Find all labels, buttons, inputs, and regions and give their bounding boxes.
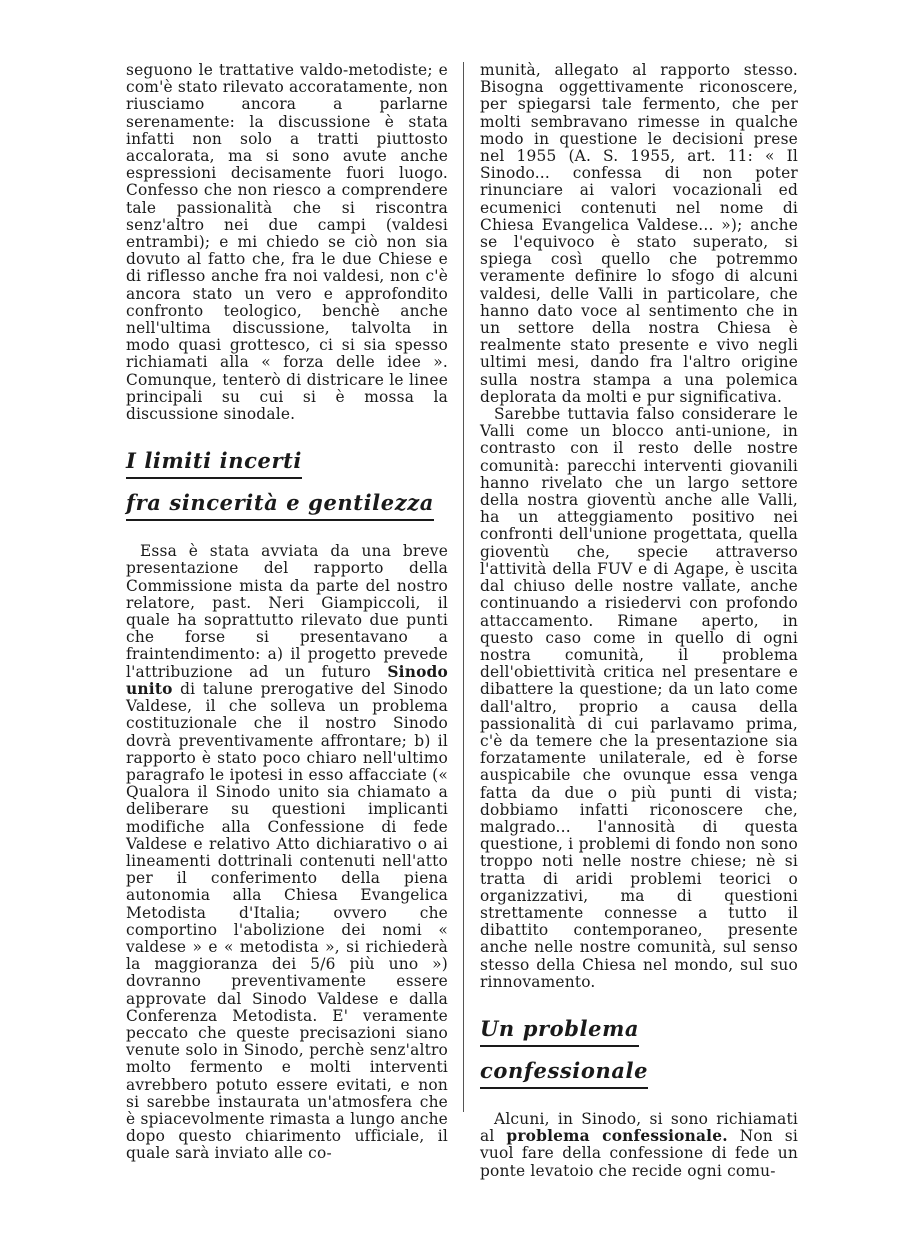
heading-line-1: Un problema	[480, 1017, 639, 1047]
left-paragraph-2-text-a: Essa è stata avviata da una breve presentazione del rapporto della Commissione mista da parte del nostro relatore, past. Neri Giampiccoli, il quale ha soprattutto rilevato due punti che forse si presentavano a fraintendimento: a) il progetto prevede l'attribuzione ad un futuro	[126, 542, 448, 681]
right-paragraph-2: Sarebbe tuttavia falso considerare le Valli come un blocco anti-unione, in contrasto con il resto delle nostre comunità: parecchi interventi giovanili hanno rivelato che un largo settore della nostra gioventù anche alle Valli, ha un atteggiamento positivo nei confronti dell'unione progettata, quella gioventù che, specie attraverso l'attività della FUV e di Agape, è uscita dal chiuso delle nostre vallate, anche continuando a risiedervi con profondo attaccamento. Rimane aperto, in questo caso come in quello di ogni nostra comunità, il problema dell'obiettività critica nel presentare e dibattere la questione; da un lato come dall'altro, proprio a causa della passionalità di cui parlavamo prima, c'è da temere che la presentazione sia forzatamente unilaterale, ed è forse auspicabile che ovunque essa venga fatta da due o più punti di vista; dobbiamo infatti riconoscere che, malgrado... l'annosità di questa questione, i problemi di fondo non sono troppo noti nelle nostre chiese; nè si tratta di aridi problemi teorici o organizzativi, ma di questioni strettamente connesse a tutto il dibattito contemporaneo, presente anche nelle nostre comunità, sul senso stesso della Chiesa nel mondo, sul suo rinnovamento.	[480, 405, 798, 991]
right-paragraph-3-bold: problema confessionale.	[506, 1127, 728, 1146]
section-heading-problema	[480, 1017, 798, 1089]
right-paragraph-3-text-b: Non si vuol fare della confessione di fede un ponte levatoio che recide ogni comu-	[480, 1127, 799, 1180]
heading-line-2: fra sincerità e gentilezza	[126, 491, 434, 521]
heading-line-1: I limiti incerti	[126, 449, 302, 479]
right-paragraph-1: munità, allegato al rapporto stesso. Bisogna oggettivamente riconoscere, per spiegarsi tale fermento, che per molti sembravano rimesse in qualche modo in questione le decisioni prese nel 1955 (A. S. 1955, art. 11: « Il Sinodo... confessa di non poter rinunciare ai valori vocazionali ed ecumenici contenuti nel nome di Chiesa Evangelica Valdese... »); anche se l'equivoco è stato superato, si spiega così quello che potremmo veramente definire lo sfogo di alcuni valdesi, delle Valli in particolare, che hanno dato voce al sentimento che in un settore della nostra Chiesa è realmente stato presente e vivo negli ultimi mesi, dando fra l'altro origine sulla nostra stampa a una polemica deplorata da molti e pur significativa.	[480, 61, 798, 406]
right-paragraph-3	[480, 1111, 798, 1180]
right-column	[480, 62, 798, 1180]
section-heading-limiti	[126, 449, 448, 521]
left-paragraph-1: seguono le trattative valdo-metodiste; e com'è stato rilevato accoratamente, non riusciamo ancora a parlarne serenamente: la discussione è stata infatti non solo a tratti piuttosto accalorata, ma si sono avute anche espressioni decisamente fuori luogo. Confesso che non riesco a comprendere tale passionalità che si riscontra senz'altro nei due campi (valdesi entrambi); e mi chiedo se ciò non sia dovuto al fatto che, fra le due Chiese e di riflesso anche fra noi valdesi, non c'è ancora stato un vero e approfondito confronto teologico, benchè anche nell'ultima discussione, talvolta in modo quasi grottesco, ci si sia spesso richiamati alla « forza delle idee ». Comunque, tenterò di districare le linee principali su cui si è mossa la discussione sinodale.	[126, 61, 448, 424]
right-paragraph-3-text-a: Alcuni, in Sinodo, si sono richiamati al	[480, 1109, 798, 1146]
left-paragraph-2-bold: Sinodo unito	[126, 662, 448, 698]
heading-line-2: confessionale	[480, 1059, 648, 1089]
left-paragraph-2-text-b: di talune prerogative del Sinodo Valdese, il che solleva un problema costituzionale che il nostro Sinodo dovrà preventivamente affrontare; b) il rapporto è stato poco chiaro nell'ultimo paragrafo le ipotesi in esso affacciate (« Qualora il Sinodo unito sia chiamato a deliberare su questioni implicanti modifiche alla Confessione di fede Valdese e relativo Atto dichiarativo o ai lineamenti dottrinali contenuti nell'atto per il conferimento della piena autonomia alla Chiesa Evangelica Metodista d'Italia; ovvero che comportino l'abolizione dei nomi « valdese » e « metodista », si richiederà la maggioranza dei 5/6 più uno ») dovranno preventivamente essere approvate dal Sinodo Valdese e dalla Conferenza Metodista. E' veramente peccato che queste precisazioni siano venute solo in Sinodo, perchè senz'altro molto fermento e molti interventi avrebbero potuto essere evitati, e non si sarebbe instaurata un'atmosfera che è spiacevolmente rimasta a lungo anche dopo questo chiarimento ufficiale, il quale sarà inviato alle co-	[126, 679, 448, 1163]
left-paragraph-2	[126, 543, 448, 1162]
column-divider	[463, 62, 464, 1112]
left-column	[126, 62, 448, 1163]
